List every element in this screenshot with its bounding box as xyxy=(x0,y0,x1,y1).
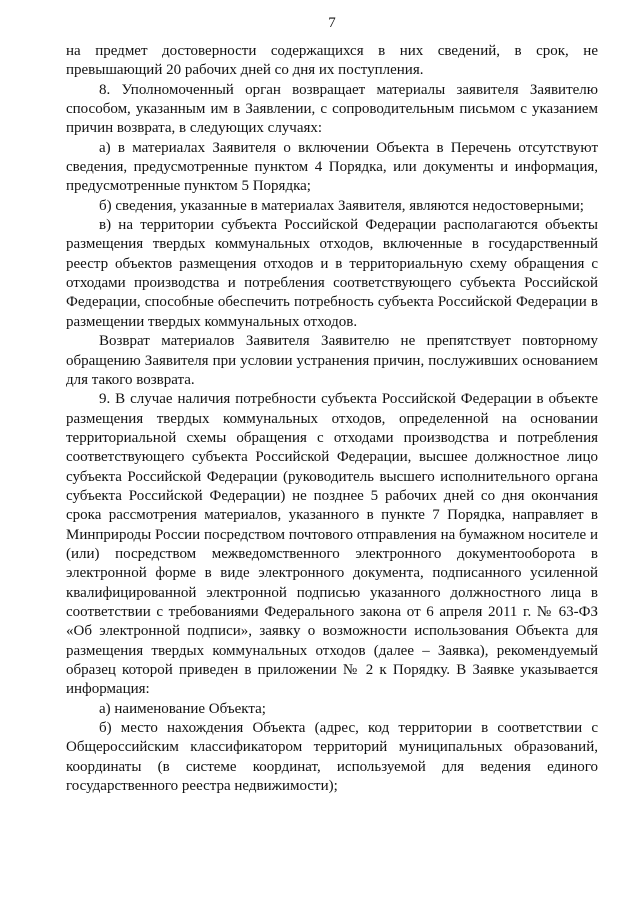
paragraph-item-8a: а) в материалах Заявителя о включении Объекта в Перечень отсутствуют сведения, предусмотренные пунктом 4 Порядка, или документы и информация, предусмотренные пунктом 5 Порядка; xyxy=(66,139,598,195)
paragraph-return-note: Возврат материалов Заявителя Заявителю не препятствует повторному обращению Заявителя при условии устранения причин, послуживших основанием для такого возврата. xyxy=(66,333,598,388)
paragraph-item-9a: а) наименование Объекта; xyxy=(99,700,266,717)
page-number: 7 xyxy=(328,15,336,31)
paragraph-continuation: на предмет достоверности содержащихся в них сведений, в срок, не превышающий 20 рабочих дней со дня их поступления. xyxy=(66,43,598,79)
document-page xyxy=(66,14,598,796)
paragraph-item-9: 9. В случае наличия потребности субъекта Российской Федерации в объекте размещения твердых коммунальных отходов, определенной на основании территориальной схемы обращения с отходами производства и потребления соответствующего субъекта Российской Федерации, высшее должностное лицо субъекта Российской Федерации (руководитель высшего исполнительного органа субъекта Российской Федерации) не позднее 5 рабочих дней со дня окончания срока рассмотрения материалов, указанного в пункте 7 Порядка, направляет в Минприроды России посредством почтового отправления на бумажном носителе и (или) посредством межведомственного электронного документооборота в электронной форме в виде электронного документа, подписанного усиленной квалифицированной электронной подписью указанного должностного лица в соответствии с требованиями Федерального закона от 6 апреля 2011 г. № 63-ФЗ «Об электронной подписи», заявку о возможности использования Объекта для размещения твердых коммунальных отходов (далее – Заявка), рекомендуемый образец которой приведен в приложении № 2 к Порядку. В Заявке указывается информация: xyxy=(66,391,598,698)
paragraph-item-9b: б) место нахождения Объекта (адрес, код территории в соответствии с Общероссийским классификатором территорий муниципальных образований, координаты (в системе координат, используемой для ведения единого государственного реестра недвижимости); xyxy=(66,720,598,795)
paragraph-item-8v: в) на территории субъекта Российской Федерации располагаются объекты размещения твердых коммунальных отходов, включенные в государственный реестр объектов размещения отходов и в территориальную схему обращения с отходами производства и потребления соответствующего субъекта Российской Федерации, способные обеспечить потребность субъекта Российской Федерации в размещении твердых коммунальных отходов. xyxy=(66,217,598,330)
paragraph-item-8: 8. Уполномоченный орган возвращает материалы заявителя Заявителю способом, указанным им в Заявлении, с сопроводительным письмом с указанием причин возврата, в следующих случаях: xyxy=(66,81,598,137)
paragraph-item-8b: б) сведения, указанные в материалах Заявителя, являются недостоверными; xyxy=(99,197,584,214)
